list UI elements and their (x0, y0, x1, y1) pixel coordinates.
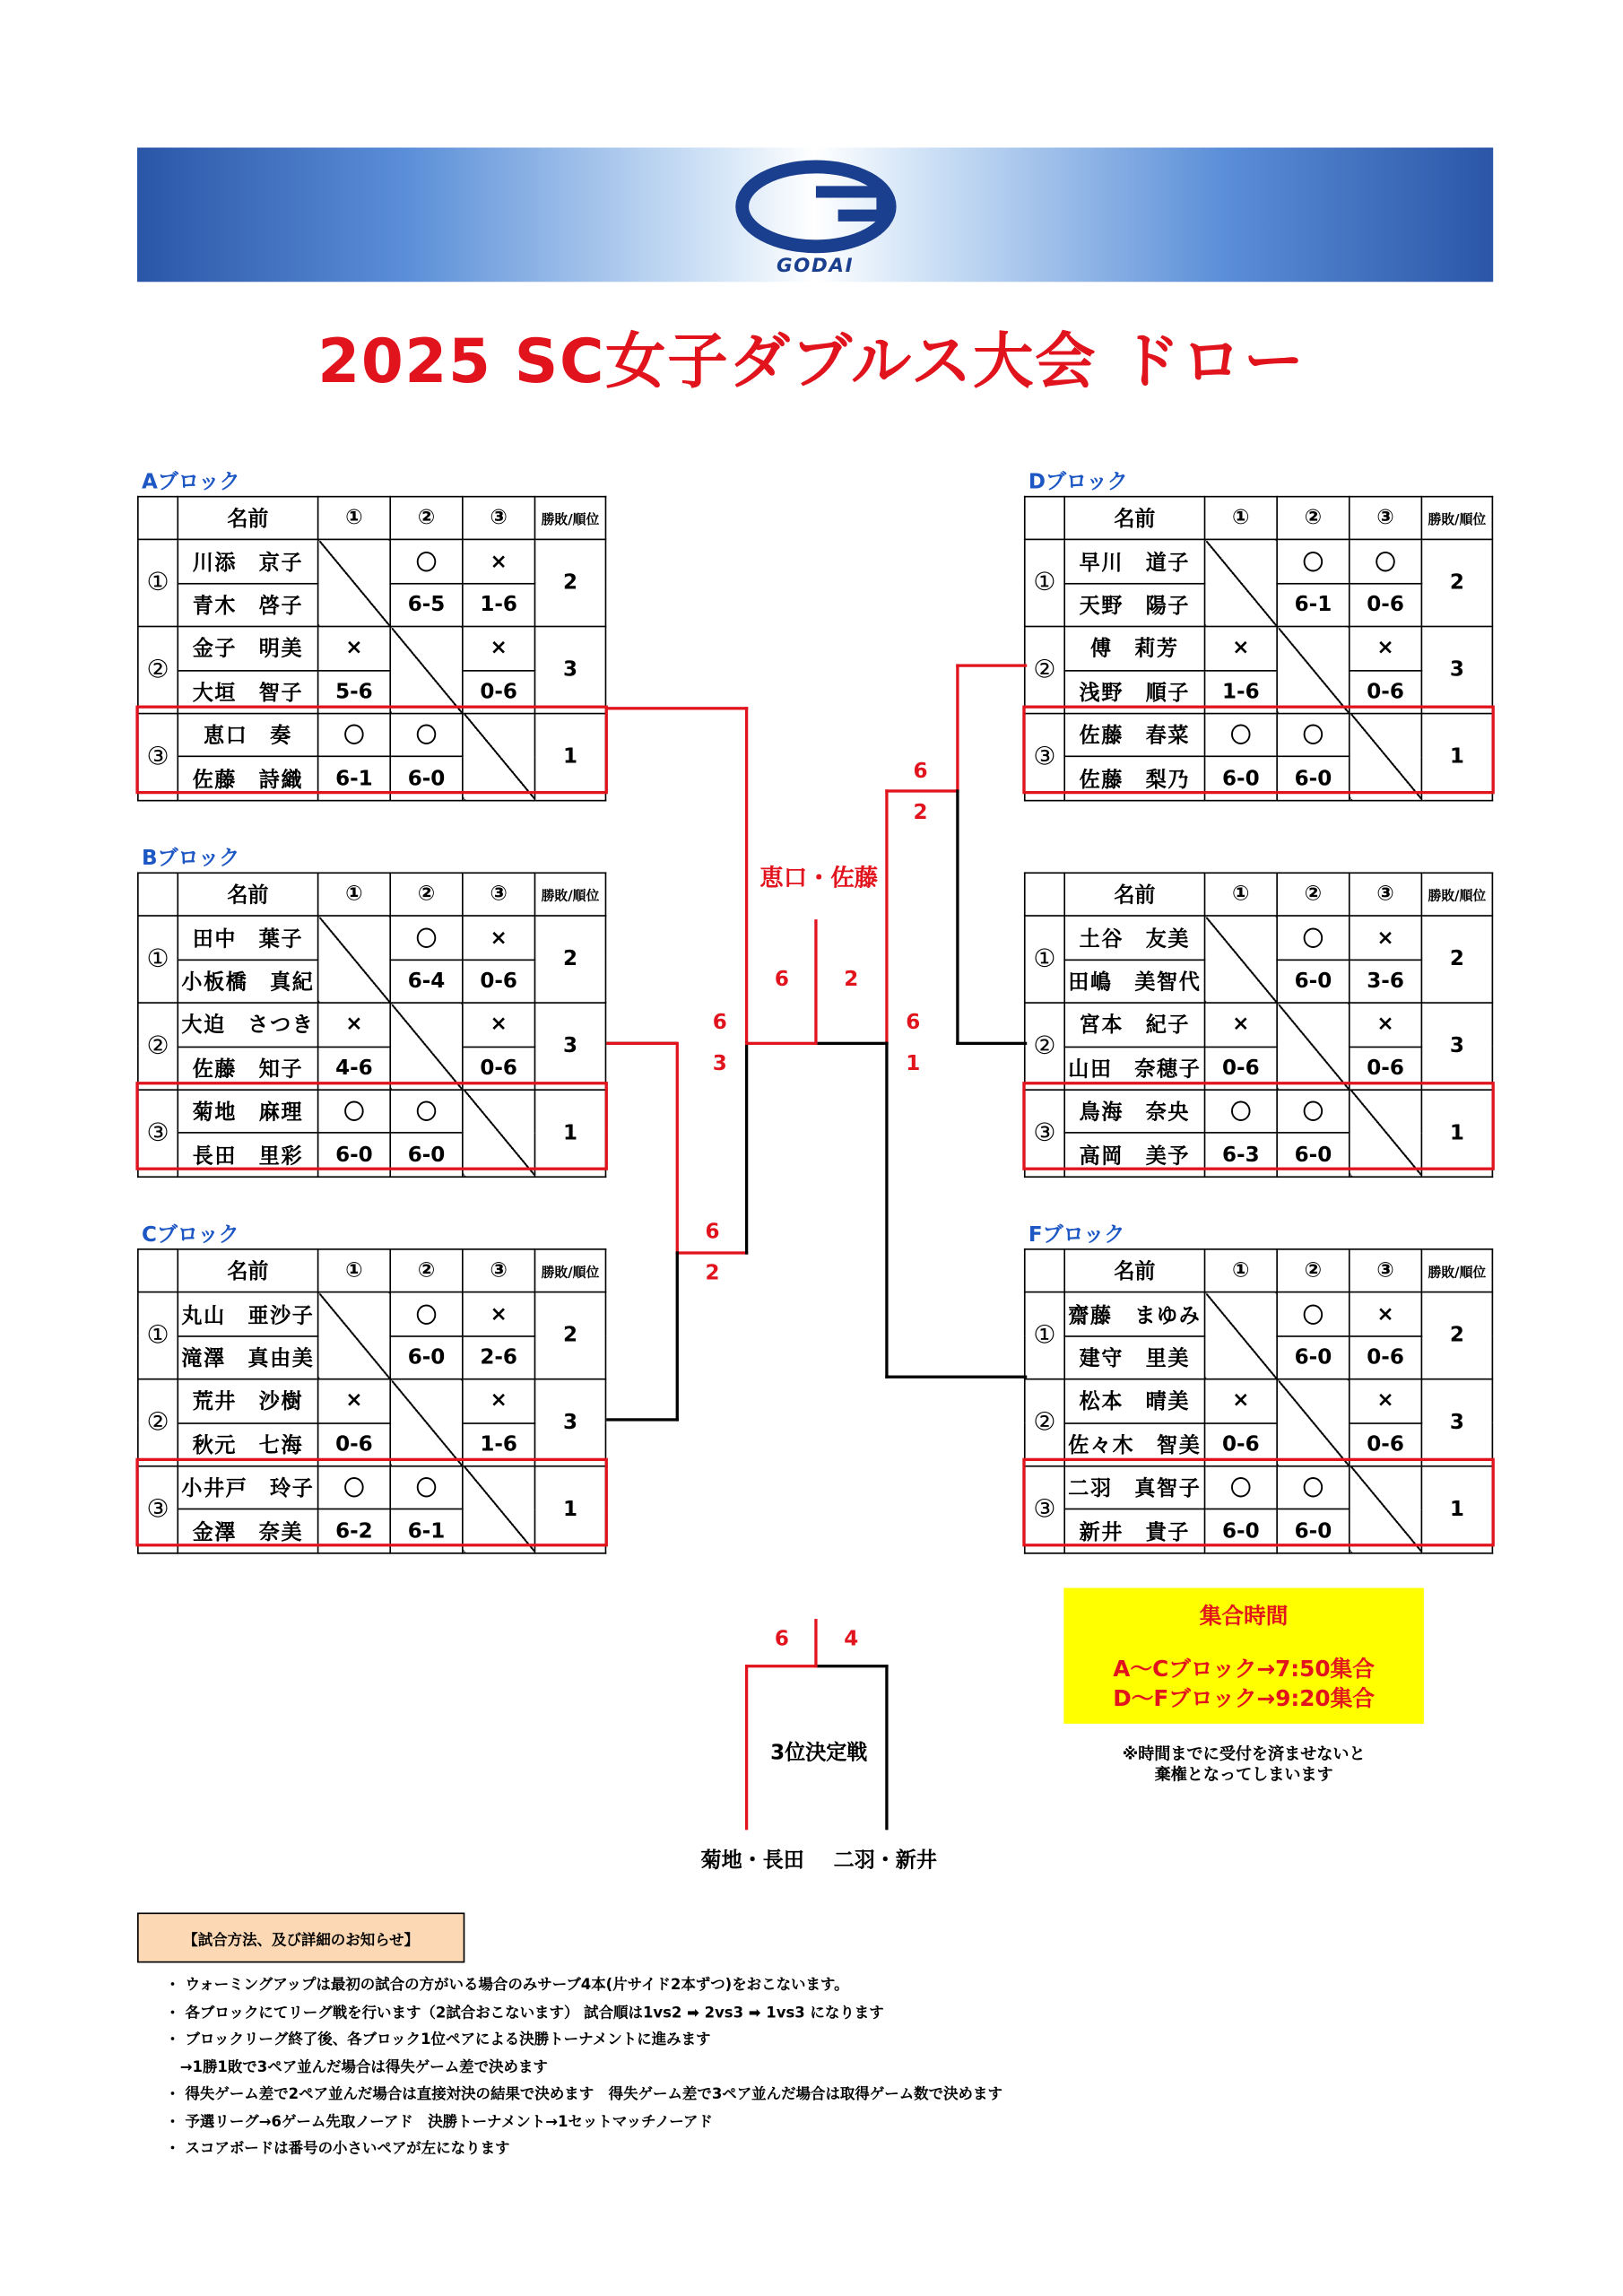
block-4 (1024, 843, 1493, 1178)
result-cell: 0-6 (1350, 583, 1422, 626)
gathering-title: 集合時間 (1199, 1602, 1289, 1630)
result-cell: 〇 (1277, 540, 1350, 583)
result-cell: 0-6 (463, 960, 535, 1003)
result-cell: 6-3 (1205, 1133, 1278, 1176)
table-row (1025, 1379, 1493, 1422)
header-c3: ③ (463, 873, 535, 916)
result-cell: 5-6 (318, 670, 391, 713)
block-title: Dブロック (1028, 470, 1128, 495)
self-match-cell (1350, 1466, 1422, 1553)
bracket-line (745, 1665, 818, 1667)
block-5 (1024, 1219, 1493, 1553)
result-cell: 〇 (390, 540, 463, 583)
result-cell: 0-6 (1350, 670, 1422, 713)
result-cell: × (1350, 1379, 1422, 1422)
pair-number: ② (138, 1003, 178, 1090)
result-cell: 〇 (1277, 713, 1350, 756)
player-name: 齋藤 まゆみ (1064, 1292, 1204, 1335)
player-name: 金子 明美 (178, 627, 317, 670)
self-match-cell (463, 713, 535, 800)
bracket-line (956, 664, 959, 792)
table-row (138, 1379, 606, 1422)
player-name: 建守 里美 (1064, 1336, 1204, 1379)
pair-number: ① (1025, 917, 1064, 1004)
header-name: 名前 (1064, 873, 1204, 916)
result-cell: 6-0 (1277, 1133, 1350, 1176)
bracket-line (885, 789, 959, 792)
table-row (1025, 1090, 1493, 1133)
player-name: 佐藤 知子 (178, 1047, 317, 1090)
table-row (138, 1090, 606, 1133)
rank-cell: 2 (1421, 1292, 1492, 1379)
result-cell: × (318, 627, 391, 670)
pair-number: ② (138, 1379, 178, 1466)
result-cell: 1-6 (1205, 670, 1278, 713)
block-title (1024, 843, 1493, 873)
self-match-cell (1277, 1379, 1350, 1466)
player-name: 天野 陽子 (1064, 583, 1204, 626)
block-title: Fブロック (1028, 1223, 1125, 1248)
pair-number: ① (138, 917, 178, 1004)
player-name: 大垣 智子 (178, 670, 317, 713)
champion-label: 恵口・佐藤 (759, 863, 879, 891)
self-match-cell (1205, 1292, 1278, 1379)
table-row (1025, 1466, 1493, 1509)
rank-cell: 1 (534, 1090, 605, 1177)
pair-number: ③ (138, 1466, 178, 1553)
result-cell: × (1350, 917, 1422, 960)
player-name: 佐藤 春菜 (1064, 713, 1204, 756)
third-left-score: 6 (774, 1627, 789, 1652)
bracket-line (956, 1042, 1027, 1045)
result-cell: 4-6 (318, 1047, 391, 1090)
player-name: 佐藤 梨乃 (1064, 757, 1204, 800)
player-name: 滝澤 真由美 (178, 1336, 317, 1379)
info-header-box (137, 1913, 464, 1963)
gathering-line-1: A～Cブロック→7:50集合 (1113, 1656, 1375, 1683)
header-name: 名前 (178, 497, 317, 540)
semi-left-top-score: 6 (712, 1011, 727, 1035)
result-cell: × (1205, 1379, 1278, 1422)
player-name: 土谷 友美 (1064, 917, 1204, 960)
player-name: 鳥海 奈央 (1064, 1090, 1204, 1133)
result-cell: 6-1 (1277, 583, 1350, 626)
result-cell: × (463, 1379, 535, 1422)
third-place-label: 3位決定戦 (770, 1741, 868, 1765)
table-row (138, 1003, 606, 1046)
result-cell: × (463, 627, 535, 670)
result-cell: 〇 (1350, 540, 1422, 583)
player-name: 傅 莉芳 (1064, 627, 1204, 670)
result-cell: × (1350, 627, 1422, 670)
player-name: 二羽 真智子 (1064, 1466, 1204, 1509)
result-cell: 6-0 (390, 757, 463, 800)
result-cell: × (318, 1003, 391, 1046)
bracket-line (606, 1418, 679, 1421)
godai-logo-icon (734, 160, 897, 254)
semi-left-bottom-score: 3 (712, 1052, 727, 1076)
header-c3: ③ (1350, 1249, 1422, 1292)
table-row (1025, 713, 1493, 756)
header-c1: ① (318, 1249, 391, 1292)
header-blank (138, 497, 178, 540)
bracket-line (956, 789, 959, 1045)
table-row (138, 1292, 606, 1335)
rank-cell: 1 (1421, 1466, 1492, 1553)
result-cell: 0-6 (463, 1047, 535, 1090)
rank-cell: 2 (534, 917, 605, 1004)
result-cell: 6-4 (390, 960, 463, 1003)
table-row (138, 1466, 606, 1509)
result-cell: 6-0 (1205, 757, 1278, 800)
result-cell: × (1350, 1292, 1422, 1335)
rank-cell: 3 (1421, 627, 1492, 714)
pair-number: ③ (1025, 713, 1064, 800)
pair-number: ③ (1025, 1090, 1064, 1177)
player-name: 宮本 紀子 (1064, 1003, 1204, 1046)
rank-cell: 2 (534, 1292, 605, 1379)
semi-right-top-score: 6 (906, 1011, 921, 1035)
header-c3: ③ (1350, 497, 1422, 540)
result-cell: 〇 (1277, 1090, 1350, 1133)
header-blank (1025, 497, 1064, 540)
bracket-line (606, 1042, 677, 1045)
rank-cell: 3 (534, 1003, 605, 1090)
header-rank: 勝敗/順位 (1421, 1249, 1492, 1292)
bracket-line (676, 1251, 679, 1421)
header-c2: ② (390, 873, 463, 916)
result-cell: 6-0 (1277, 1509, 1350, 1552)
gathering-line-2: D～Fブロック→9:20集合 (1113, 1685, 1375, 1712)
player-name: 青木 啓子 (178, 583, 317, 626)
header-c1: ① (318, 873, 391, 916)
result-cell: 〇 (1277, 1292, 1350, 1335)
qf-right-top-score: 6 (913, 760, 928, 784)
rank-cell: 1 (1421, 1090, 1492, 1177)
result-cell: 6-0 (1277, 757, 1350, 800)
table-row (1025, 540, 1493, 583)
result-cell: 〇 (1205, 713, 1278, 756)
third-left-team: 菊地・長田 (700, 1848, 804, 1874)
result-cell: 〇 (1205, 1466, 1278, 1509)
player-name: 丸山 亜沙子 (178, 1292, 317, 1335)
player-name: 長田 里彩 (178, 1133, 317, 1176)
block-table (1024, 872, 1493, 1177)
page-title: 2025 SC女子ダブルス大会 ドロー (317, 326, 1306, 397)
result-cell: 〇 (1277, 917, 1350, 960)
result-cell: 3-6 (1350, 960, 1422, 1003)
player-name: 小板橋 真紀 (178, 960, 317, 1003)
table-row (138, 713, 606, 756)
result-cell: 6-0 (390, 1336, 463, 1379)
result-cell: 1-6 (463, 583, 535, 626)
table-row (1025, 917, 1493, 960)
self-match-cell (390, 627, 463, 714)
self-match-cell (1350, 713, 1422, 800)
bracket-line (745, 1042, 818, 1045)
result-cell: 6-1 (318, 757, 391, 800)
result-cell: 0-6 (1205, 1047, 1278, 1090)
rank-cell: 2 (1421, 540, 1492, 627)
self-match-cell (390, 1003, 463, 1090)
result-cell: 0-6 (1350, 1047, 1422, 1090)
self-match-cell (463, 1090, 535, 1177)
block-3 (1024, 466, 1493, 801)
result-cell: × (1350, 1003, 1422, 1046)
player-name: 山田 奈穂子 (1064, 1047, 1204, 1090)
player-name: 恵口 奏 (178, 713, 317, 756)
info-note: ・ スコアボードは番号の小さいペアが左になります (165, 2141, 510, 2158)
self-match-cell (318, 540, 391, 627)
logo-text: GODAI (776, 255, 855, 278)
player-name: 高岡 美予 (1064, 1133, 1204, 1176)
result-cell: 0-6 (1350, 1422, 1422, 1465)
info-title: 【試合方法、及び詳細のお知らせ】 (183, 1933, 420, 1950)
result-cell: 〇 (390, 917, 463, 960)
result-cell: 〇 (390, 1466, 463, 1509)
player-name: 金澤 奈美 (178, 1509, 317, 1552)
final-left-score: 6 (774, 968, 789, 992)
rank-cell: 1 (534, 1466, 605, 1553)
third-right-team: 二羽・新井 (833, 1848, 937, 1874)
table-row (1025, 1003, 1493, 1046)
pair-number: ② (1025, 1379, 1064, 1466)
player-name: 大迫 さつき (178, 1003, 317, 1046)
player-name: 荒井 沙樹 (178, 1379, 317, 1422)
info-note: ・ 予選リーグ→6ゲーム先取ノーアド 決勝トーナメント→1セットマッチノーアド (165, 2114, 713, 2131)
pair-number: ① (1025, 1292, 1064, 1379)
header-c3: ③ (1350, 873, 1422, 916)
self-match-cell (318, 917, 391, 1004)
result-cell: 6-2 (318, 1509, 391, 1552)
self-match-cell (463, 1466, 535, 1553)
player-name: 浅野 順子 (1064, 670, 1204, 713)
result-cell: × (463, 917, 535, 960)
block-table (1024, 1248, 1493, 1553)
header-name: 名前 (178, 1249, 317, 1292)
header-c1: ① (1205, 873, 1278, 916)
bracket-line (676, 1042, 679, 1255)
block-0 (137, 466, 606, 801)
player-name: 川添 京子 (178, 540, 317, 583)
header-rank: 勝敗/順位 (534, 497, 605, 540)
bracket-line (885, 1042, 888, 1378)
result-cell: × (1205, 1003, 1278, 1046)
result-cell: 0-6 (1205, 1422, 1278, 1465)
info-note: ・ ウォーミングアップは最初の試合の方がいる場合のみサーブ4本(片サイド2本ずつ)をおこないます。 (165, 1977, 849, 1995)
gathering-note (1063, 1744, 1423, 1786)
self-match-cell (390, 1379, 463, 1466)
rank-cell: 3 (1421, 1379, 1492, 1466)
header-c1: ① (1205, 497, 1278, 540)
rank-cell: 2 (534, 540, 605, 627)
player-name: 小井戸 玲子 (178, 1466, 317, 1509)
player-name: 佐藤 詩織 (178, 757, 317, 800)
header-rank: 勝敗/順位 (1421, 873, 1492, 916)
block-2 (137, 1219, 606, 1553)
header-c1: ① (318, 497, 391, 540)
table-row (138, 540, 606, 583)
final-right-score: 2 (844, 968, 859, 992)
player-name: 早川 道子 (1064, 540, 1204, 583)
result-cell: × (463, 1292, 535, 1335)
bracket-line (814, 919, 817, 1045)
pair-number: ① (138, 1292, 178, 1379)
semi-right-bottom-score: 1 (906, 1052, 921, 1076)
header-c2: ② (1277, 873, 1350, 916)
gathering-time-box (1063, 1588, 1423, 1724)
gathering-note-line-1: ※時間までに受付を済ませないと (1122, 1744, 1366, 1764)
header-blank (1025, 1249, 1064, 1292)
result-cell: 〇 (318, 1090, 391, 1133)
table-row (1025, 1292, 1493, 1335)
info-note: →1勝1敗で3ペア並んだ場合は得失ゲーム差で決めます (165, 2059, 548, 2076)
pair-number: ② (1025, 627, 1064, 714)
banner (137, 148, 1493, 283)
block-title: Aブロック (141, 470, 240, 495)
header-blank (1025, 873, 1064, 916)
result-cell: 0-6 (318, 1422, 391, 1465)
result-cell: 〇 (318, 713, 391, 756)
result-cell: 〇 (1277, 1466, 1350, 1509)
info-note: ・ 各ブロックにてリーグ戦を行います（2試合おこないます） 試合順は1vs2 ➡ 2vs3 ➡ 1vs3 になります (165, 2005, 884, 2022)
header-c3: ③ (463, 497, 535, 540)
bracket-line (818, 1665, 889, 1667)
player-name: 佐々木 智美 (1064, 1422, 1204, 1465)
bracket-line (676, 1251, 749, 1254)
pair-number: ③ (138, 713, 178, 800)
pair-number: ② (1025, 1003, 1064, 1090)
result-cell: 6-0 (318, 1133, 391, 1176)
rank-cell: 3 (1421, 1003, 1492, 1090)
third-right-score: 4 (844, 1627, 859, 1652)
qf-right-bottom-score: 2 (913, 801, 928, 825)
header-name: 名前 (178, 873, 317, 916)
header-name: 名前 (1064, 1249, 1204, 1292)
rank-cell: 3 (534, 1379, 605, 1466)
pair-number: ③ (1025, 1466, 1064, 1553)
self-match-cell (1277, 627, 1350, 714)
header-c2: ② (1277, 497, 1350, 540)
header-blank (138, 873, 178, 916)
info-note: ・ 得失ゲーム差で2ペア並んだ場合は直接対決の結果で決めます 得失ゲーム差で3ペア並んだ場合は取得ゲーム数で決めます (165, 2086, 1002, 2103)
bracket-line (818, 1042, 889, 1045)
header-rank: 勝敗/順位 (1421, 497, 1492, 540)
result-cell: 6-0 (1277, 1336, 1350, 1379)
result-cell: 6-0 (1205, 1509, 1278, 1552)
table-row (138, 627, 606, 670)
self-match-cell (318, 1292, 391, 1379)
qf-left-bottom-score: 2 (705, 1261, 720, 1286)
block-table (137, 1248, 606, 1553)
header-c2: ② (390, 1249, 463, 1292)
header-c2: ② (1277, 1249, 1350, 1292)
result-cell: 〇 (390, 1090, 463, 1133)
player-name: 松本 晴美 (1064, 1379, 1204, 1422)
rank-cell: 3 (534, 627, 605, 714)
bracket-line (885, 1376, 1027, 1378)
result-cell: × (463, 540, 535, 583)
result-cell: 6-0 (1277, 960, 1350, 1003)
result-cell: 〇 (318, 1466, 391, 1509)
block-title: Cブロック (141, 1223, 239, 1248)
player-name: 田中 葉子 (178, 917, 317, 960)
header-blank (138, 1249, 178, 1292)
rank-cell: 2 (1421, 917, 1492, 1004)
bracket-line (606, 707, 748, 709)
header-c1: ① (1205, 1249, 1278, 1292)
bracket-line (745, 1042, 748, 1255)
self-match-cell (1277, 1003, 1350, 1090)
player-name: 田嶋 美智代 (1064, 960, 1204, 1003)
qf-left-top-score: 6 (705, 1220, 720, 1245)
block-table (137, 496, 606, 801)
header-c3: ③ (463, 1249, 535, 1292)
header-rank: 勝敗/順位 (534, 873, 605, 916)
result-cell: 6-5 (390, 583, 463, 626)
block-title: Bブロック (141, 847, 240, 871)
rank-cell: 1 (534, 713, 605, 800)
result-cell: 0-6 (463, 670, 535, 713)
pair-number: ② (138, 627, 178, 714)
pair-number: ① (138, 540, 178, 627)
self-match-cell (1205, 540, 1278, 627)
header-name: 名前 (1064, 497, 1204, 540)
result-cell: × (318, 1379, 391, 1422)
result-cell: 6-1 (390, 1509, 463, 1552)
result-cell: × (1205, 627, 1278, 670)
rank-cell: 1 (1421, 713, 1492, 800)
self-match-cell (1205, 917, 1278, 1004)
gathering-note-line-2: 棄権となってしまいます (1154, 1764, 1333, 1785)
player-name: 秋元 七海 (178, 1422, 317, 1465)
result-cell: 1-6 (463, 1422, 535, 1465)
info-note: ・ ブロックリーグ終了後、各ブロック1位ペアによる決勝トーナメントに進みます (165, 2031, 711, 2048)
header-c2: ② (390, 497, 463, 540)
header-rank: 勝敗/順位 (534, 1249, 605, 1292)
bracket-line (814, 1619, 817, 1667)
result-cell: 〇 (1205, 1090, 1278, 1133)
block-table (1024, 496, 1493, 801)
result-cell: 〇 (390, 1292, 463, 1335)
block-table (137, 872, 606, 1177)
block-1 (137, 843, 606, 1178)
result-cell: 2-6 (463, 1336, 535, 1379)
bracket-line (885, 789, 888, 1045)
result-cell: × (463, 1003, 535, 1046)
pair-number: ① (1025, 540, 1064, 627)
player-name: 菊地 麻理 (178, 1090, 317, 1133)
result-cell: 0-6 (1350, 1336, 1422, 1379)
result-cell: 6-0 (390, 1133, 463, 1176)
pair-number: ③ (138, 1090, 178, 1177)
result-cell: 〇 (390, 713, 463, 756)
self-match-cell (1350, 1090, 1422, 1177)
table-row (1025, 627, 1493, 670)
player-name: 新井 貴子 (1064, 1509, 1204, 1552)
bracket-line (956, 664, 1027, 666)
table-row (138, 917, 606, 960)
